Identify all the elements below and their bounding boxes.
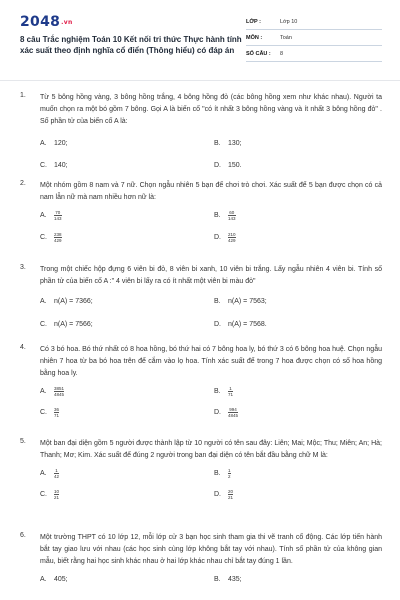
option-a[interactable]: A. $\frac{70}{143}$ (40, 210, 62, 221)
option-b[interactable]: B. $\frac{60}{143}$ (214, 210, 236, 221)
option-a[interactable]: A. 405; (40, 576, 68, 583)
question-number: 4. (20, 344, 26, 351)
question-number: 5. (20, 438, 26, 445)
answer-options (40, 128, 382, 172)
meta-label: LỚP : (246, 18, 261, 25)
question-text: Từ 5 bông hồng vàng, 3 bông hồng trắng, 4 bông hồng đỏ (các bông hồng xem như khác nhau). Người ta muốn chọn ra một bó gồm 7 bông. Gọi A là biến cố "có ít nhất 3 bông hồng vàng và ít nhất 3 bông hồng đỏ" . Số phần tử của biến cố A là: (40, 94, 382, 125)
option-d[interactable]: D. n(A) = 7568. (214, 321, 267, 328)
question-number: 6. (20, 532, 26, 539)
question-6 (20, 532, 382, 588)
answer-options (40, 204, 382, 248)
option-c[interactable]: C. 140; (40, 162, 68, 169)
fraction: $\frac{1}{2}$ (228, 468, 231, 479)
answer-options (40, 380, 382, 428)
answer-options (40, 288, 382, 338)
answer-options (40, 568, 382, 588)
question-2 (20, 180, 382, 248)
document-title: 8 câu Trắc nghiệm Toán 10 Kết nối tri thức Thực hành tính xác suất theo định nghĩa cổ điển (Thông hiểu) có đáp án (20, 35, 242, 55)
meta-value: Lớp 10 (280, 18, 298, 25)
question-number: 3. (20, 264, 26, 271)
fraction: $\frac{70}{143}$ (54, 210, 62, 221)
fraction: $\frac{36}{71}$ (54, 407, 60, 418)
option-c[interactable]: C. $\frac{36}{71}$ (40, 407, 60, 418)
fraction: $\frac{60}{143}$ (228, 210, 236, 221)
meta-value: 8 (280, 50, 284, 57)
document-header (20, 14, 382, 66)
question-4 (20, 344, 382, 428)
question-text: Một ban đại diện gồm 5 người được thành lập từ 10 người có tên sau đây: Liên; Mai; Mộc; Thu; Miên; An; Hà; Thanh; Mơ; Kim. Xác suất để đúng 2 người trong ban đại diện có tên bắt đầu bằng chữ M là: (40, 440, 382, 459)
option-b[interactable]: B. 435; (214, 576, 242, 583)
option-d[interactable]: D. 150. (214, 162, 242, 169)
option-d[interactable]: D. $\frac{994}{4845}$ (214, 407, 239, 418)
question-number: 2. (20, 180, 26, 187)
option-d[interactable]: D. $\frac{20}{21}$ (214, 489, 234, 500)
option-c[interactable]: C. $\frac{10}{21}$ (40, 489, 60, 500)
meta-label: SỐ CÂU : (246, 50, 271, 57)
option-a[interactable]: A. 120; (40, 140, 68, 147)
meta-row-count (246, 46, 382, 62)
meta-label: MÔN : (246, 34, 263, 41)
question-3 (20, 264, 382, 338)
option-d[interactable]: D. $\frac{210}{429}$ (214, 232, 236, 243)
question-5 (20, 438, 382, 508)
question-1 (20, 92, 382, 172)
option-b[interactable]: B. 130; (214, 140, 242, 147)
document-meta (246, 14, 382, 62)
option-b[interactable]: B. n(A) = 7563; (214, 298, 267, 305)
question-text: Một nhóm gồm 8 nam và 7 nữ. Chọn ngẫu nhiên 5 bạn để chơi trò chơi. Xác suất để 5 bạn được chọn có cả nam lẫn nữ mà nam nhiều hơn nữ là: (40, 182, 382, 201)
fraction: $\frac{994}{4845}$ (228, 407, 239, 418)
question-text: Có 3 bó hoa. Bó thứ nhất có 8 hoa hồng, bó thứ hai có 7 bông hoa ly, bó thứ 3 có 6 bông hoa huệ. Chọn ngẫu nhiên 7 hoa từ ba bó hoa trên để cắm vào lọ hoa. Tính xác suất để trong 7 hoa được chọn có số hoa hồng bằng hoa ly. (40, 346, 382, 377)
meta-row-class (246, 14, 382, 30)
fraction: $\frac{3851}{4845}$ (54, 386, 65, 397)
fraction: $\frac{20}{21}$ (228, 489, 234, 500)
fraction: $\frac{238}{429}$ (54, 232, 62, 243)
meta-row-subject (246, 30, 382, 46)
question-number: 1. (20, 92, 26, 99)
fraction: $\frac{1}{71}$ (228, 386, 234, 397)
option-a[interactable]: A. $\frac{3851}{4845}$ (40, 386, 65, 397)
option-c[interactable]: C. $\frac{238}{429}$ (40, 232, 62, 243)
option-c[interactable]: C. n(A) = 7566; (40, 321, 93, 328)
option-a[interactable]: A. $\frac{1}{42}$ (40, 468, 60, 479)
header-divider (0, 80, 400, 81)
option-a[interactable]: A. n(A) = 7366; (40, 298, 93, 305)
answer-options (40, 462, 382, 508)
site-logo[interactable]: 2048.vn (20, 14, 73, 30)
option-b[interactable]: B. $\frac{1}{71}$ (214, 386, 234, 397)
question-text: Một trường THPT có 10 lớp 12, mỗi lớp cử 3 bạn học sinh tham gia thi vẽ tranh cổ động. Các lớp tiến hành bắt tay giao lưu với nhau (các học sinh cùng lớp không bắt tay với nhau). Tính số phần tử của không gian mẫu, biết rằng hai học sinh khác nhau ở hai lớp khác nhau chỉ bắt tay đúng 1 lần. (40, 534, 382, 565)
fraction: $\frac{10}{21}$ (54, 489, 60, 500)
option-b[interactable]: B. $\frac{1}{2}$ (214, 468, 231, 479)
meta-value: Toán (280, 34, 292, 41)
question-text: Trong một chiếc hộp đựng 6 viên bi đỏ, 8 viên bi xanh, 10 viên bi trắng. Lấy ngẫu nhiên 4 viên bi. Tính số phần tử của biến cố A :" 4 viên bi lấy ra có ít nhất một viên bi màu đỏ" (40, 266, 382, 285)
fraction: $\frac{1}{42}$ (54, 468, 60, 479)
fraction: $\frac{210}{429}$ (228, 232, 236, 243)
